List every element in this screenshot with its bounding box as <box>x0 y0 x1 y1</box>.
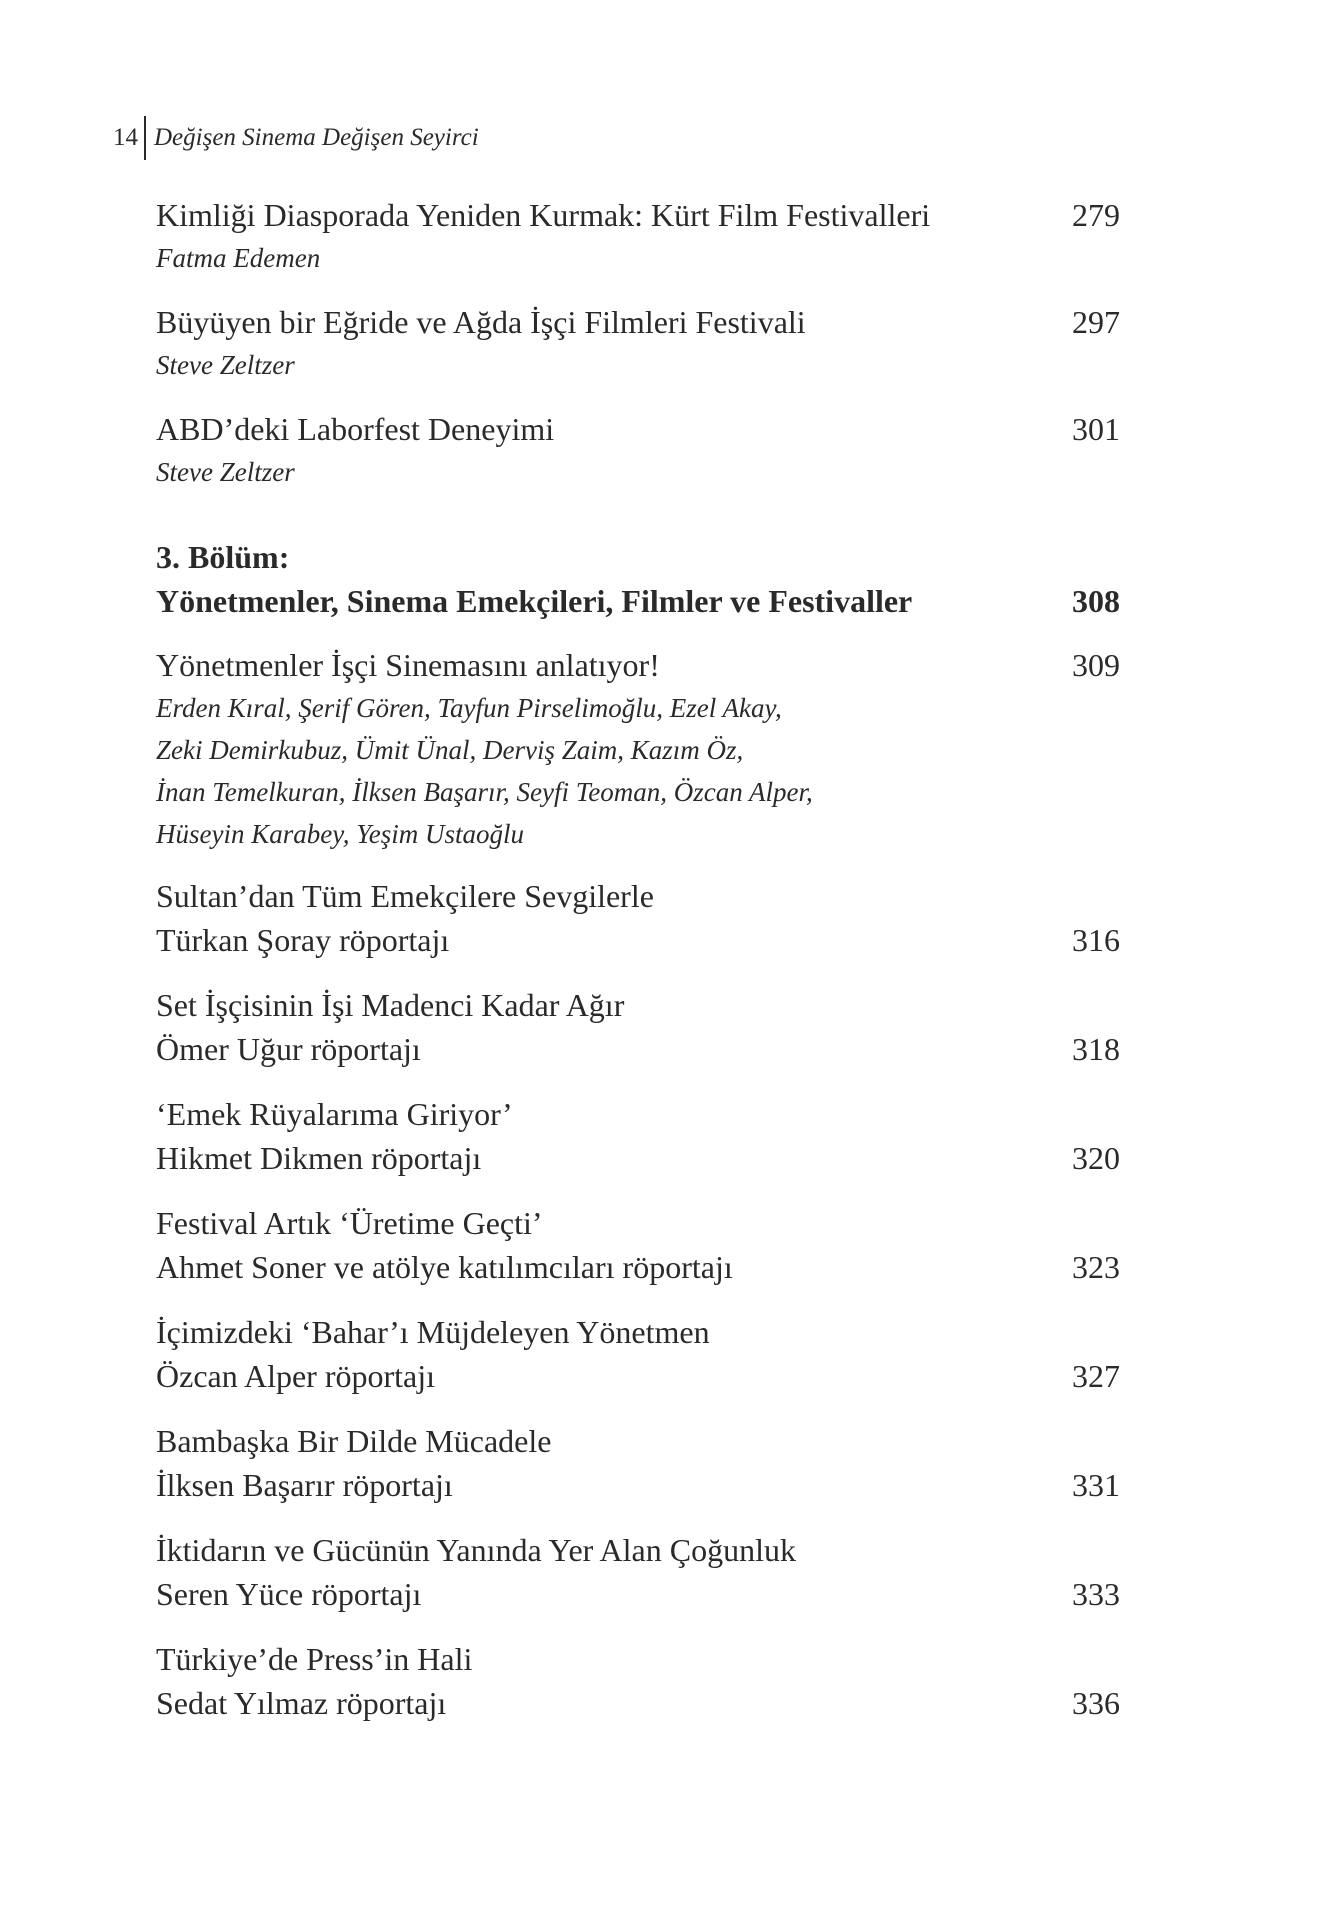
entry-title: Türkiye’de Press’in Hali <box>156 1641 473 1677</box>
director-names-line: Erden Kıral, Şerif Gören, Tayfun Pirselimoğlu, Ezel Akay, <box>156 693 782 723</box>
entry-page: 336 <box>1072 1685 1120 1721</box>
entry-page: 316 <box>1072 922 1120 958</box>
entry-title: Festival Artık ‘Üretime Geçti’ <box>156 1205 543 1241</box>
section-label: 3. Bölüm: <box>156 539 290 575</box>
entry-subtitle: Sedat Yılmaz röportajı <box>156 1685 447 1721</box>
entry-page: 323 <box>1072 1249 1120 1285</box>
toc-entry-interview <box>156 1201 1120 1289</box>
director-names-line: Zeki Demirkubuz, Ümit Ünal, Derviş Zaim, Kazım Öz, <box>156 735 744 765</box>
entry-author: Fatma Edemen <box>156 243 321 273</box>
toc-entry-interview <box>156 1637 1120 1725</box>
entry-author: Steve Zeltzer <box>156 350 295 380</box>
entry-title: Büyüyen bir Eğride ve Ağda İşçi Filmleri Festivali <box>156 304 806 340</box>
toc-entry-interview <box>156 1310 1120 1398</box>
page-number: 14 <box>113 124 138 151</box>
entry-page: 309 <box>1072 647 1120 683</box>
entry-title: Bambaşka Bir Dilde Mücadele <box>156 1423 552 1459</box>
director-names-line: İnan Temelkuran, İlksen Başarır, Seyfi Teoman, Özcan Alper, <box>156 777 813 807</box>
entry-page: 333 <box>1072 1576 1120 1612</box>
entry-title: Yönetmenler İşçi Sinemasını anlatıyor! <box>156 647 660 683</box>
toc-entry-directors <box>156 643 1120 855</box>
running-header <box>113 116 479 160</box>
entry-subtitle: Ahmet Soner ve atölye katılımcıları röportajı <box>156 1249 733 1285</box>
entry-title: ‘Emek Rüyalarıma Giriyor’ <box>156 1096 513 1132</box>
entry-subtitle: Seren Yüce röportajı <box>156 1576 422 1612</box>
toc-entry <box>156 193 1120 279</box>
director-names-line: Hüseyin Karabey, Yeşim Ustaoğlu <box>156 819 525 849</box>
entry-page: 327 <box>1072 1358 1120 1394</box>
entry-title: Set İşçisinin İşi Madenci Kadar Ağır <box>156 987 625 1023</box>
entry-author: Steve Zeltzer <box>156 457 295 487</box>
toc-entry-interview <box>156 874 1120 962</box>
entry-page: 318 <box>1072 1031 1120 1067</box>
entry-subtitle: Özcan Alper röportajı <box>156 1358 435 1394</box>
toc-entry-interview <box>156 1419 1120 1507</box>
entry-subtitle: Ömer Uğur röportajı <box>156 1031 421 1067</box>
toc-entry-interview <box>156 983 1120 1071</box>
entry-page: 297 <box>1072 304 1120 340</box>
entry-title: ABD’deki Laborfest Deneyimi <box>156 411 555 447</box>
section-page: 308 <box>1072 583 1120 619</box>
entry-page: 331 <box>1072 1467 1120 1503</box>
entry-page: 279 <box>1072 197 1120 233</box>
section-heading <box>156 535 1120 623</box>
entry-title: Sultan’dan Tüm Emekçilere Sevgilerle <box>156 878 654 914</box>
entry-page: 301 <box>1072 411 1120 447</box>
toc-entry-interview <box>156 1528 1120 1616</box>
entry-subtitle: Hikmet Dikmen röportajı <box>156 1140 482 1176</box>
entry-title: İçimizdeki ‘Bahar’ı Müjdeleyen Yönetmen <box>156 1314 710 1350</box>
toc-entry-interview <box>156 1092 1120 1180</box>
entry-title: İktidarın ve Gücünün Yanında Yer Alan Çoğunluk <box>156 1532 796 1568</box>
entry-subtitle: Türkan Şoray röportajı <box>156 922 450 958</box>
toc-entry <box>156 407 1120 493</box>
section-title: Yönetmenler, Sinema Emekçileri, Filmler ve Festivaller <box>156 583 913 619</box>
entry-title: Kimliği Diasporada Yeniden Kurmak: Kürt Film Festivalleri <box>156 197 931 233</box>
toc-entry <box>156 300 1120 386</box>
entry-page: 320 <box>1072 1140 1120 1176</box>
running-title: Değişen Sinema Değişen Seyirci <box>154 124 479 151</box>
entry-subtitle: İlksen Başarır röportajı <box>156 1467 453 1503</box>
